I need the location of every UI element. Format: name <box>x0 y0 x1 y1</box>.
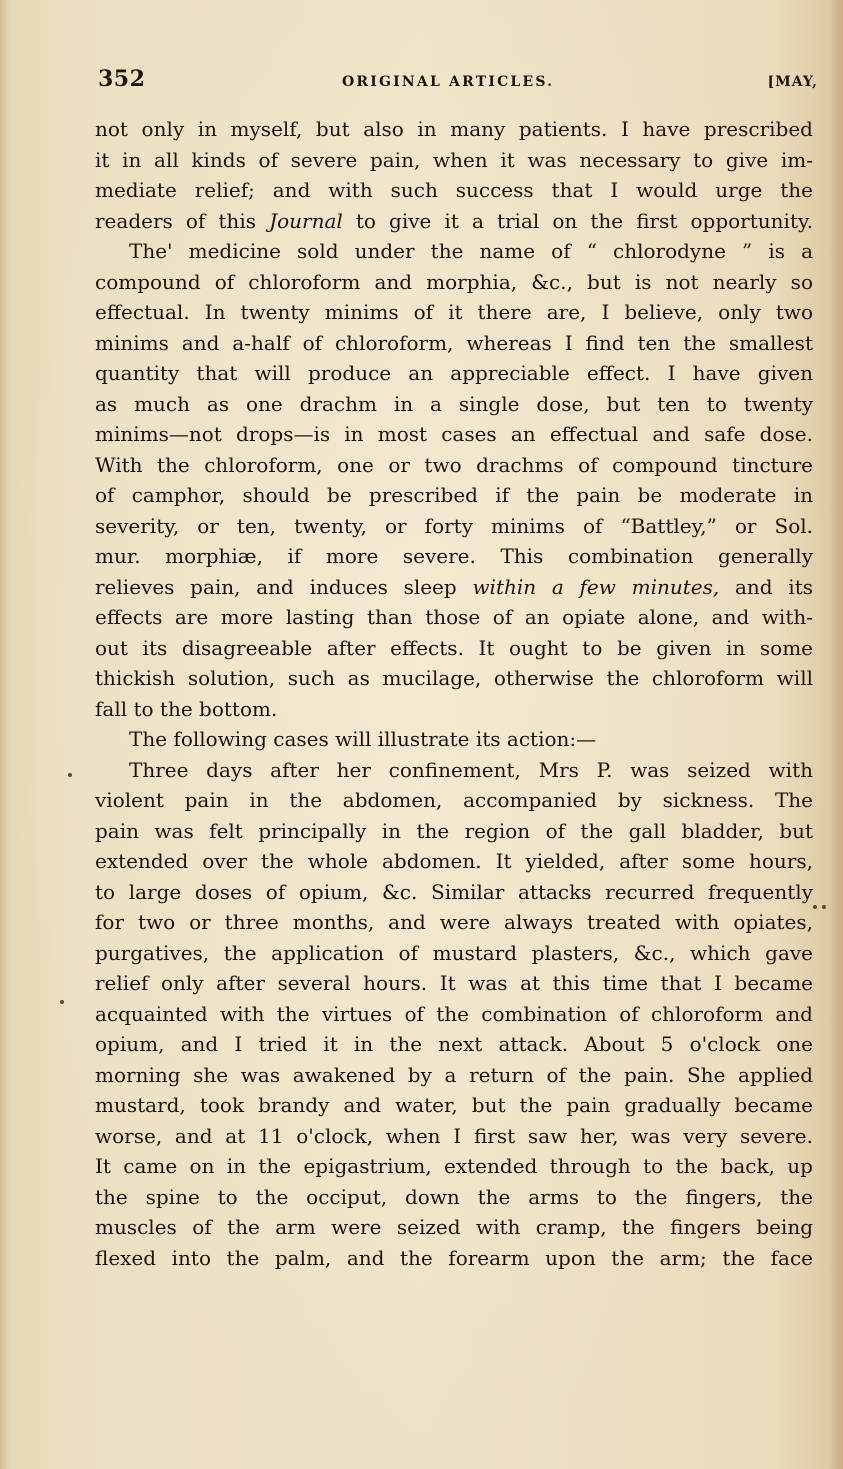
text-line <box>95 206 813 237</box>
paper-speck <box>813 905 817 909</box>
text-line: mur. morphiæ, if more severe. This combination generally <box>95 544 813 568</box>
text-line: minims—not drops—is in most cases an effectual and safe dose. <box>95 422 813 446</box>
paper-speck <box>822 905 826 909</box>
paragraph-end-line: fall to the bottom. <box>95 696 278 721</box>
text-line: opium, and I tried it in the next attack. About 5 o'clock one <box>95 1032 813 1056</box>
text-line: relief only after several hours. It was at this time that I became <box>95 971 813 995</box>
text-line: the spine to the occiput, down the arms to the fingers, the <box>95 1184 813 1209</box>
text-line <box>95 572 813 603</box>
italic-phrase: within a few minutes, <box>472 574 720 599</box>
text-line: purgatives, the application of mustard plasters, &c., which gave <box>95 940 813 965</box>
text-line: to large doses of opium, &c. Similar attacks recurred frequently <box>95 879 813 904</box>
text-line: effects are more lasting than those of an opiate alone, and with- <box>95 605 813 629</box>
text-run: and its <box>719 574 813 599</box>
paragraph-start-line: The following cases will illustrate its action:— <box>129 727 597 751</box>
text-line: compound of chloroform and morphia, &c., but is not nearly so <box>95 269 813 294</box>
text-line: quantity that will produce an appreciable effect. I have given <box>95 361 813 385</box>
page-edge-shadow-right <box>829 0 843 1469</box>
text-line: severity, or ten, twenty, or forty minims of “Battley,” or Sol. <box>95 513 813 538</box>
running-head <box>98 66 820 96</box>
page-edge-shadow-left <box>0 0 10 1469</box>
paragraph-start-line: Three days after her confinement, Mrs P. was seized with <box>129 757 813 782</box>
text-line: extended over the whole abdomen. It yielded, after some hours, <box>95 849 813 873</box>
text-line: minims and a-half of chloroform, whereas I find ten the smallest <box>95 330 813 355</box>
text-line: violent pain in the abdomen, accompanied by sickness. The <box>95 788 813 812</box>
text-line: acquainted with the virtues of the combination of chloroform and <box>95 1001 813 1026</box>
text-line: muscles of the arm were seized with cramp, the fingers being <box>95 1215 813 1239</box>
text-line: mediate relief; and with such success that I would urge the <box>95 178 813 202</box>
text-line: thickish solution, such as mucilage, otherwise the chloroform will <box>95 666 813 690</box>
text-line: for two or three months, and were always treated with opiates, <box>95 910 813 934</box>
page-number: 352 <box>98 66 146 92</box>
text-line: it in all kinds of severe pain, when it was necessary to give im- <box>95 147 813 172</box>
paper-speck <box>68 773 72 777</box>
text-line: worse, and at 11 o'clock, when I first saw her, was very severe. <box>95 1123 813 1148</box>
text-line: mustard, took brandy and water, but the pain gradually became <box>95 1093 813 1117</box>
journal-title-italic: Journal <box>269 208 343 233</box>
paper-speck <box>60 1000 64 1004</box>
text-line: morning she was awakened by a return of the pain. She applied <box>95 1062 813 1087</box>
article-body <box>95 114 813 1273</box>
text-line: pain was felt principally in the region of the gall bladder, but <box>95 818 813 843</box>
running-title: ORIGINAL ARTICLES. <box>342 74 555 90</box>
text-line: flexed into the palm, and the forearm upon the arm; the face <box>95 1245 813 1270</box>
text-run: to give it a trial on the first opportunity. <box>342 208 813 233</box>
text-line: With the chloroform, one or two drachms of compound tincture <box>95 452 813 477</box>
paragraph-start-line: The' medicine sold under the name of “ chlorodyne ” is a <box>129 239 813 263</box>
text-line: It came on in the epigastrium, extended through to the back, up <box>95 1154 813 1178</box>
text-line: effectual. In twenty minims of it there are, I believe, only two <box>95 300 813 324</box>
text-line: out its disagreeable after effects. It ought to be given in some <box>95 635 813 660</box>
running-month: [MAY, <box>767 74 818 90</box>
text-run: relieves pain, and induces sleep <box>95 574 473 599</box>
text-line: not only in myself, but also in many patients. I have prescribed <box>95 117 813 141</box>
text-run: readers of this <box>95 208 270 233</box>
text-line: of camphor, should be prescribed if the pain be moderate in <box>95 483 813 507</box>
text-line: as much as one drachm in a single dose, but ten to twenty <box>95 391 813 416</box>
